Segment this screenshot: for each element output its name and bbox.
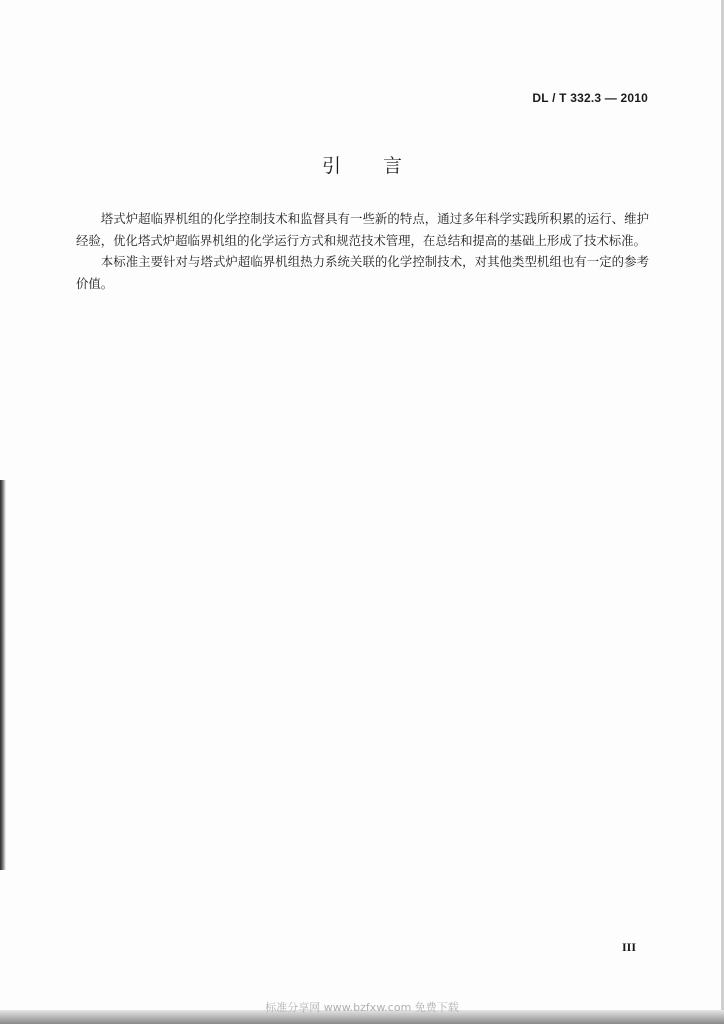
standard-number: DL / T 332.3 — 2010 — [532, 91, 648, 105]
page-title: 引 言 — [321, 155, 403, 177]
watermark: 标准分享网 www.bzfxw.com 免费下载 — [265, 1001, 459, 1014]
paragraph-1: 塔式炉超临界机组的化学控制技术和监督具有一些新的特点，通过多年科学实践所积累的运行、维护经验，优化塔式炉超临界机组的化学运行方式和规范技术管理，在总结和提高的基础上形成了技术标准。 — [76, 211, 649, 248]
paragraph-2: 本标准主要针对与塔式炉超临界机组热力系统关联的化学控制技术，对其他类型机组也有一定的参考价值。 — [76, 254, 649, 291]
page-number: III — [621, 940, 636, 954]
body-text — [76, 208, 649, 294]
scan-binding-shadow — [0, 480, 6, 870]
